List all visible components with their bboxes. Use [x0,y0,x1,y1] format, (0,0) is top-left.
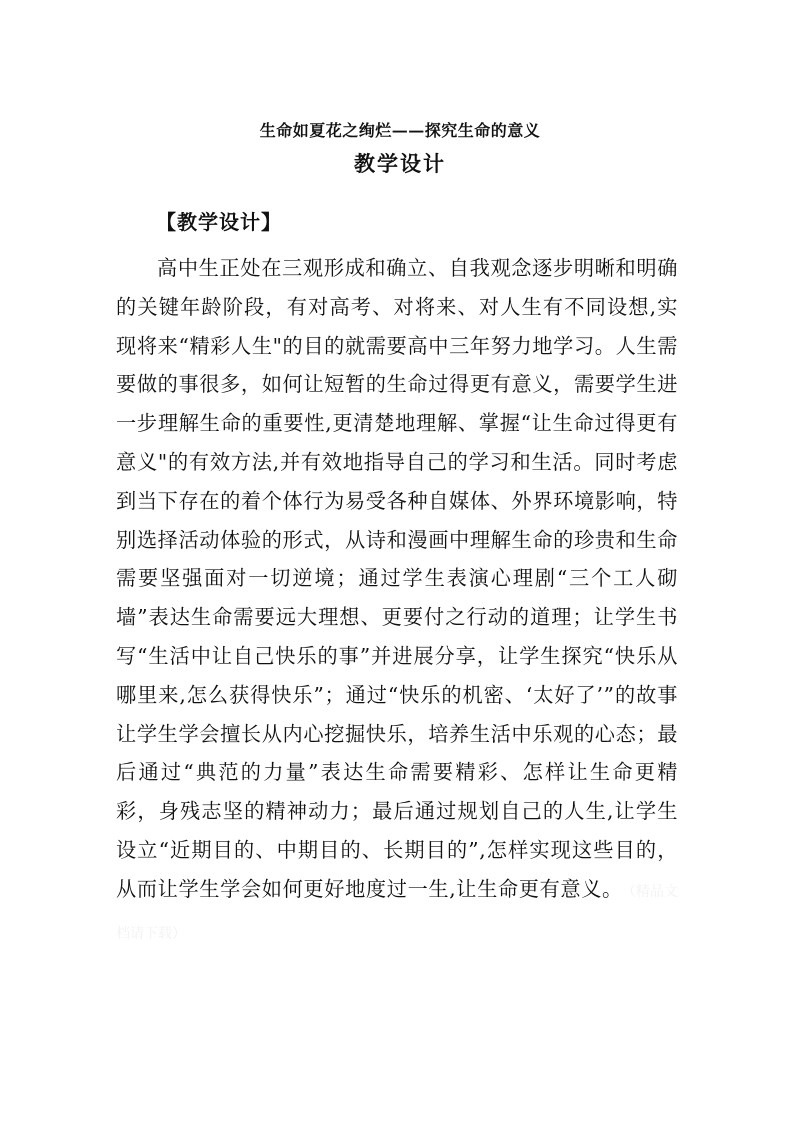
body-paragraph-text: 高中生正处在三观形成和确立、自我观念逐步明晰和明确的关键年龄阶段，有对高考、对将来、对人生有不同设想,实现将来“精彩人生"的目的就需要高中三年努力地学习。人生需要做的事很多，如何让短暂的生命过得更有意义，需要学生进一步理解生命的重要性,更清楚地理解、掌握“让生命过得更有意义"的有效方法,并有效地指导自己的学习和生活。同时考虑到当下存在的着个体行为易受各种自媒体、外界环境影响，特别选择活动体验的形式，从诗和漫画中理解生命的珍贵和生命需要坚强面对一切逆境；通过学生表演心理剧“三个工人砌墙”表达生命需要远大理想、更要付之行动的道理；让学生书写“生活中让自己快乐的事”并进展分享，让学生探究“快乐从哪里来,怎么获得快乐”；通过“快乐的机密、‘太好了’”的故事让学生学会擅长从内心挖掘快乐，培养生活中乐观的心态；最后通过“典范的力量”表达生命需要精彩、怎样让生命更精彩，身残志坚的精神动力；最后通过规划自己的人生,让学生设立“近期目的、中期目的、长期目的”,怎样实现这些目的，从而让学生学会如何更好地度过一生,让生命更有意义。 [116,256,678,901]
document-title: 生命如夏花之绚烂——探究生命的意义 [259,121,541,140]
body-paragraph [116,249,678,953]
watermark-text: （精品文档请下载） [116,883,679,942]
section-heading: 【教学设计】 [156,210,282,234]
document-subtitle: 教学设计 [354,151,446,176]
